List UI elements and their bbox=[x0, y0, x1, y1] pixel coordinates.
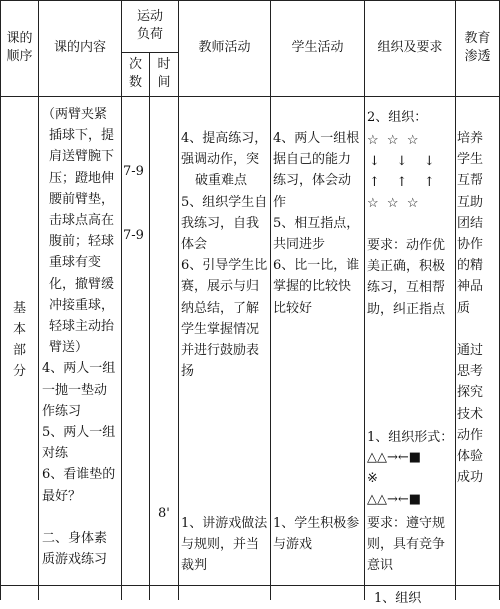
content-line: 腰前臂垫， bbox=[49, 191, 115, 207]
next-row-partial: 1、组织 bbox=[374, 591, 422, 606]
content-line: 压；蹬地伸 bbox=[49, 170, 115, 186]
teacher-line: 6、引导学生比 bbox=[181, 258, 268, 274]
time-value: 8' bbox=[158, 506, 170, 521]
count-value: 7-9 bbox=[123, 228, 144, 243]
teacher-line: 体会 bbox=[181, 237, 208, 253]
org-form-mark: ※ bbox=[367, 471, 378, 486]
org-game-line: 要求：遵守规 bbox=[367, 516, 446, 531]
header-count: 次 数 bbox=[128, 57, 142, 90]
teacher-line: 学生掌握情况 bbox=[181, 321, 260, 337]
content-line: 4、两人一组 bbox=[42, 361, 116, 377]
edu-line: 技术 bbox=[457, 406, 484, 422]
org-form-line: △△→←■ bbox=[367, 492, 422, 507]
teacher-game-line: 与规则，并当 bbox=[181, 537, 260, 553]
content-line: 对练 bbox=[42, 446, 69, 462]
student-line: 比较好 bbox=[273, 300, 313, 316]
edu-line bbox=[457, 319, 499, 340]
org-form-title: 1、组织形式： bbox=[367, 430, 454, 445]
content-line: 腹前；轻球 bbox=[49, 234, 115, 250]
content-line: （两臂夹紧 bbox=[42, 107, 108, 122]
org-arrows-down: ↓ ↓ ↓ bbox=[369, 154, 435, 169]
teacher-game-line: 裁判 bbox=[181, 558, 208, 574]
edu-line: 探究 bbox=[457, 385, 484, 401]
org-stars-top: ☆ ☆ ☆ bbox=[367, 133, 419, 148]
edu-line: 协作 bbox=[457, 237, 484, 253]
content-line: 最好？ bbox=[42, 488, 82, 504]
header-content: 课的内容 bbox=[53, 40, 106, 55]
teacher-game bbox=[181, 513, 269, 577]
org-stars-bottom: ☆ ☆ ☆ bbox=[367, 196, 419, 211]
col-divider-6 bbox=[364, 0, 365, 600]
content-line: 插球下，提 bbox=[49, 128, 115, 144]
student-game-line: 1、学生积极参 bbox=[273, 516, 360, 531]
teacher-line: 破重难点 bbox=[195, 173, 248, 189]
org-req-line: 助，纠正指点 bbox=[367, 301, 446, 317]
org-req-line: 练习，互相帮 bbox=[367, 280, 446, 296]
edu-line: 互帮 bbox=[457, 173, 484, 189]
edu-line: 团结 bbox=[457, 215, 484, 231]
header-edu: 教育 渗透 bbox=[464, 31, 491, 64]
org-req-line: 美正确，积极 bbox=[367, 259, 446, 275]
student-line: 据自己的能力 bbox=[273, 152, 352, 168]
edu-line: 体验 bbox=[457, 449, 484, 465]
content-line: 质游戏练习 bbox=[42, 552, 108, 568]
student-line: 练习，体会动 bbox=[273, 173, 352, 189]
teacher-line: 我练习，自我 bbox=[181, 215, 260, 231]
count-value: 7-9 bbox=[123, 164, 144, 179]
content-line: 作练习 bbox=[42, 403, 82, 419]
content-line: 二、身体素 bbox=[42, 531, 108, 547]
header-time: 时 间 bbox=[157, 57, 171, 90]
teacher-line: 赛，展示与归 bbox=[181, 279, 260, 295]
teacher-line: 纳总结，了解 bbox=[181, 300, 260, 316]
content-line bbox=[42, 507, 120, 528]
col-divider-1 bbox=[38, 0, 39, 600]
org-game-line: 则，具有竞争 bbox=[367, 537, 446, 553]
edu-line: 通过 bbox=[457, 343, 484, 359]
student-line: 作 bbox=[273, 194, 287, 210]
org-form-line: △△→←■ bbox=[367, 450, 422, 465]
education-infiltration bbox=[457, 128, 499, 488]
org-game-line: 意识 bbox=[367, 558, 394, 574]
student-line: 4、两人一组根 bbox=[273, 131, 360, 146]
header-order: 课的 顺序 bbox=[6, 31, 33, 64]
lesson-content bbox=[42, 104, 120, 570]
student-line: 5、相互指点， bbox=[273, 215, 360, 231]
student-line: 共同进步 bbox=[273, 237, 326, 253]
content-line: 轻球主动抬 bbox=[49, 319, 115, 335]
content-line: 肩送臂腕下 bbox=[49, 149, 115, 165]
edu-line: 神品 bbox=[457, 279, 484, 295]
teacher-line: 并进行鼓励表 bbox=[181, 343, 260, 359]
org-arrows-up: ↑ ↑ ↑ bbox=[369, 175, 435, 190]
edu-line: 动作 bbox=[457, 427, 484, 443]
table-border-top bbox=[0, 0, 500, 1]
edu-line: 思考 bbox=[457, 364, 484, 380]
edu-line: 成功 bbox=[457, 470, 484, 486]
header-teacher: 教师活动 bbox=[198, 40, 251, 55]
edu-line: 质 bbox=[457, 300, 471, 316]
student-line: 掌握的比较快 bbox=[273, 279, 352, 295]
edu-line: 学生 bbox=[457, 152, 484, 168]
org-game-requirements bbox=[367, 513, 455, 577]
student-game bbox=[273, 513, 363, 555]
student-activity bbox=[273, 128, 363, 319]
teacher-line: 4、提高练习， bbox=[181, 131, 268, 146]
student-line: 6、比一比，谁 bbox=[273, 258, 360, 274]
teacher-activity bbox=[181, 128, 269, 382]
section-label: 基 本 部 分 bbox=[12, 301, 26, 379]
teacher-line: 5、组织学生自 bbox=[181, 194, 268, 210]
row-bottom-line bbox=[0, 585, 500, 586]
org-title: 2、组织： bbox=[367, 110, 428, 125]
header-org: 组织及要求 bbox=[377, 40, 443, 55]
content-line: 重球有变 bbox=[49, 255, 102, 271]
header-load: 运动 负荷 bbox=[136, 9, 163, 42]
student-game-line: 与游戏 bbox=[273, 537, 313, 553]
content-line: 击球点高在 bbox=[49, 213, 115, 229]
content-line: 6、看谁垫的 bbox=[42, 467, 116, 483]
header-student: 学生活动 bbox=[291, 40, 344, 55]
teacher-line: 强调动作，突 bbox=[181, 152, 260, 168]
col-divider-5 bbox=[270, 0, 271, 600]
col-divider-4 bbox=[178, 0, 179, 600]
col-divider-7 bbox=[455, 0, 456, 600]
org-requirements bbox=[367, 235, 455, 320]
edu-line: 的精 bbox=[457, 258, 484, 274]
teacher-line: 扬 bbox=[181, 364, 195, 380]
content-line: 化，撤臂缓 bbox=[49, 276, 115, 292]
content-line: 一抛一垫动 bbox=[42, 382, 108, 398]
edu-line: 互助 bbox=[457, 194, 484, 210]
col-divider-3 bbox=[149, 52, 150, 600]
content-line: 5、两人一组 bbox=[42, 425, 116, 441]
org-req-line: 要求：动作优 bbox=[367, 238, 446, 253]
teacher-game-line: 1、讲游戏做法 bbox=[181, 516, 268, 531]
header-bottom-line bbox=[0, 96, 500, 97]
content-line: 臂送） bbox=[49, 340, 89, 356]
content-line: 冲接重球， bbox=[49, 297, 115, 313]
edu-line: 培养 bbox=[457, 131, 484, 146]
